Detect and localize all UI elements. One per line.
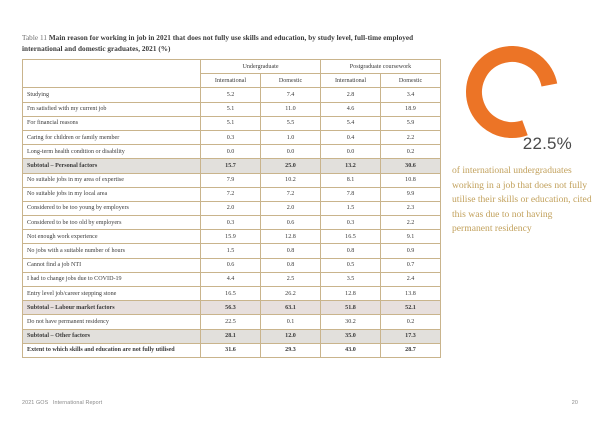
table-row	[23, 187, 441, 201]
table-row	[23, 244, 441, 258]
table-cell-value: 30.6	[381, 159, 441, 173]
table-row-label: Subtotal – Personal factors	[23, 159, 201, 173]
table-row	[23, 88, 441, 102]
table-cell-value: 29.3	[261, 343, 321, 357]
table-row-label: No jobs with a suitable number of hours	[23, 244, 201, 258]
table-cell-value: 0.4	[321, 130, 381, 144]
footer-page-number: 20	[571, 400, 578, 406]
table-cell-value: 43.0	[321, 343, 381, 357]
table-row	[23, 216, 441, 230]
table-cell-value: 7.8	[321, 187, 381, 201]
table-cell-value: 25.0	[261, 159, 321, 173]
table-cell-value: 0.2	[381, 145, 441, 159]
table-cell-value: 16.5	[201, 287, 261, 301]
table-cell-value: 31.6	[201, 343, 261, 357]
table-row	[23, 315, 441, 329]
table-cell-value: 9.1	[381, 230, 441, 244]
table-row	[23, 102, 441, 116]
table-cell-value: 3.4	[381, 88, 441, 102]
table-row	[23, 159, 441, 173]
table-row-label: No suitable jobs in my area of expertise	[23, 173, 201, 187]
table-caption	[22, 33, 440, 54]
table-cell-value: 5.9	[381, 116, 441, 130]
table-row	[23, 145, 441, 159]
table-cell-value: 18.9	[381, 102, 441, 116]
table-row	[23, 258, 441, 272]
table-cell-value: 2.3	[381, 201, 441, 215]
table-row-label: Subtotal – Other factors	[23, 329, 201, 343]
table-cell-value: 1.0	[261, 130, 321, 144]
table-cell-value: 10.2	[261, 173, 321, 187]
sub-header-pg-international: International	[321, 74, 381, 88]
table-row-label: Entry level job/career stepping stone	[23, 287, 201, 301]
table-cell-value: 5.4	[321, 116, 381, 130]
data-table	[22, 59, 441, 358]
table-cell-value: 12.0	[261, 329, 321, 343]
donut-value-segment	[463, 43, 560, 140]
table-row	[23, 173, 441, 187]
table-cell-value: 0.1	[261, 315, 321, 329]
table-cell-value: 0.3	[201, 130, 261, 144]
donut-chart-svg	[460, 40, 564, 144]
table-cell-value: 35.0	[321, 329, 381, 343]
table-cell-value: 9.9	[381, 187, 441, 201]
table-row-label: I had to change jobs due to COVID-19	[23, 272, 201, 286]
table-group-header-row	[23, 60, 441, 74]
table-cell-value: 13.8	[381, 287, 441, 301]
table-cell-value: 11.0	[261, 102, 321, 116]
table-cell-value: 1.5	[321, 201, 381, 215]
table-cell-value: 8.1	[321, 173, 381, 187]
table-cell-value: 7.2	[201, 187, 261, 201]
table-cell-value: 4.4	[201, 272, 261, 286]
table-row	[23, 116, 441, 130]
table-cell-value: 28.1	[201, 329, 261, 343]
table-row	[23, 287, 441, 301]
table-cell-value: 2.2	[381, 130, 441, 144]
table-row-label: Cannot find a job NTI	[23, 258, 201, 272]
table-cell-value: 30.2	[321, 315, 381, 329]
table-cell-value: 7.9	[201, 173, 261, 187]
table-cell-value: 15.7	[201, 159, 261, 173]
stat-callout	[452, 40, 592, 237]
table-block	[22, 33, 440, 358]
table-row-label: Caring for children or family member	[23, 130, 201, 144]
table-cell-value: 13.2	[321, 159, 381, 173]
sub-header-pg-domestic: Domestic	[381, 74, 441, 88]
table-row	[23, 230, 441, 244]
table-cell-value: 0.5	[321, 258, 381, 272]
table-row-label: For financial reasons	[23, 116, 201, 130]
table-cell-value: 4.6	[321, 102, 381, 116]
table-cell-value: 7.2	[261, 187, 321, 201]
donut-chart	[460, 40, 564, 144]
stat-description: of international undergraduates working in a job that does not fully utilise their skills or education, cited this was due to not having permanent residency	[452, 165, 592, 235]
table-row-label: I'm satisfied with my current job	[23, 102, 201, 116]
table-cell-value: 0.3	[201, 216, 261, 230]
table-row-label: No suitable jobs in my local area	[23, 187, 201, 201]
table-cell-value: 0.8	[321, 244, 381, 258]
sub-header-ug-domestic: Domestic	[261, 74, 321, 88]
table-cell-value: 15.9	[201, 230, 261, 244]
table-row-label: Considered to be too old by employers	[23, 216, 201, 230]
table-cell-value: 12.8	[321, 287, 381, 301]
table-cell-value: 2.2	[381, 216, 441, 230]
table-cell-value: 5.1	[201, 116, 261, 130]
table-cell-value: 5.1	[201, 102, 261, 116]
table-cell-value: 10.8	[381, 173, 441, 187]
table-cell-value: 63.1	[261, 301, 321, 315]
table-cell-value: 2.0	[261, 201, 321, 215]
table-cell-value: 0.0	[321, 145, 381, 159]
table-row	[23, 201, 441, 215]
table-cell-value: 5.5	[261, 116, 321, 130]
table-cell-value: 22.5	[201, 315, 261, 329]
table-cell-value: 52.1	[381, 301, 441, 315]
table-row-label: Long-term health condition or disability	[23, 145, 201, 159]
table-cell-value: 7.4	[261, 88, 321, 102]
table-cell-value: 0.6	[201, 258, 261, 272]
table-cell-value: 0.2	[381, 315, 441, 329]
sub-header-ug-international: International	[201, 74, 261, 88]
table-cell-value: 16.5	[321, 230, 381, 244]
footer-report-name: International Report	[52, 400, 103, 406]
stat-value: 22.5%	[522, 134, 572, 153]
table-cell-value: 0.9	[381, 244, 441, 258]
table-cell-value: 2.0	[201, 201, 261, 215]
table-cell-value: 26.2	[261, 287, 321, 301]
group-header-undergraduate: Undergraduate	[201, 60, 321, 74]
table-row-label: Considered to be too young by employers	[23, 201, 201, 215]
table-row	[23, 272, 441, 286]
table-cell-value: 51.8	[321, 301, 381, 315]
table-cell-value: 0.7	[381, 258, 441, 272]
table-row-label: Extent to which skills and education are not fully utilised	[23, 343, 201, 357]
table-row	[23, 329, 441, 343]
table-row	[23, 130, 441, 144]
table-cell-value: 28.7	[381, 343, 441, 357]
table-cell-value: 0.0	[201, 145, 261, 159]
table-row-label: Subtotal – Labour market factors	[23, 301, 201, 315]
table-caption-label: Table 11	[22, 34, 47, 42]
table-cell-value: 12.8	[261, 230, 321, 244]
table-row-label: Studying	[23, 88, 201, 102]
page-footer	[22, 400, 578, 406]
table-cell-value: 0.6	[261, 216, 321, 230]
table-cell-value: 0.8	[261, 258, 321, 272]
table-head	[23, 60, 441, 88]
table-cell-value: 56.3	[201, 301, 261, 315]
table-cell-value: 2.8	[321, 88, 381, 102]
table-cell-value: 0.0	[261, 145, 321, 159]
table-cell-value: 0.3	[321, 216, 381, 230]
table-cell-value: 2.5	[261, 272, 321, 286]
table-cell-value: 1.5	[201, 244, 261, 258]
table-cell-value: 3.5	[321, 272, 381, 286]
table-cell-value: 0.8	[261, 244, 321, 258]
table-row-label: Do not have permanent residency	[23, 315, 201, 329]
footer-left	[22, 400, 105, 406]
table-corner-cell	[23, 60, 201, 88]
table-row	[23, 343, 441, 357]
table-cell-value: 5.2	[201, 88, 261, 102]
table-row-label: Not enough work experience	[23, 230, 201, 244]
table-row	[23, 301, 441, 315]
group-header-postgraduate: Postgraduate coursework	[321, 60, 441, 74]
table-cell-value: 2.4	[381, 272, 441, 286]
footer-report-year: 2021 GOS	[22, 400, 49, 406]
table-body	[23, 88, 441, 358]
table-cell-value: 17.3	[381, 329, 441, 343]
table-caption-text: Main reason for working in job in 2021 that does not fully use skills and education, by study level, full-time employed international and domestic graduates, 2021 (%)	[22, 34, 414, 53]
